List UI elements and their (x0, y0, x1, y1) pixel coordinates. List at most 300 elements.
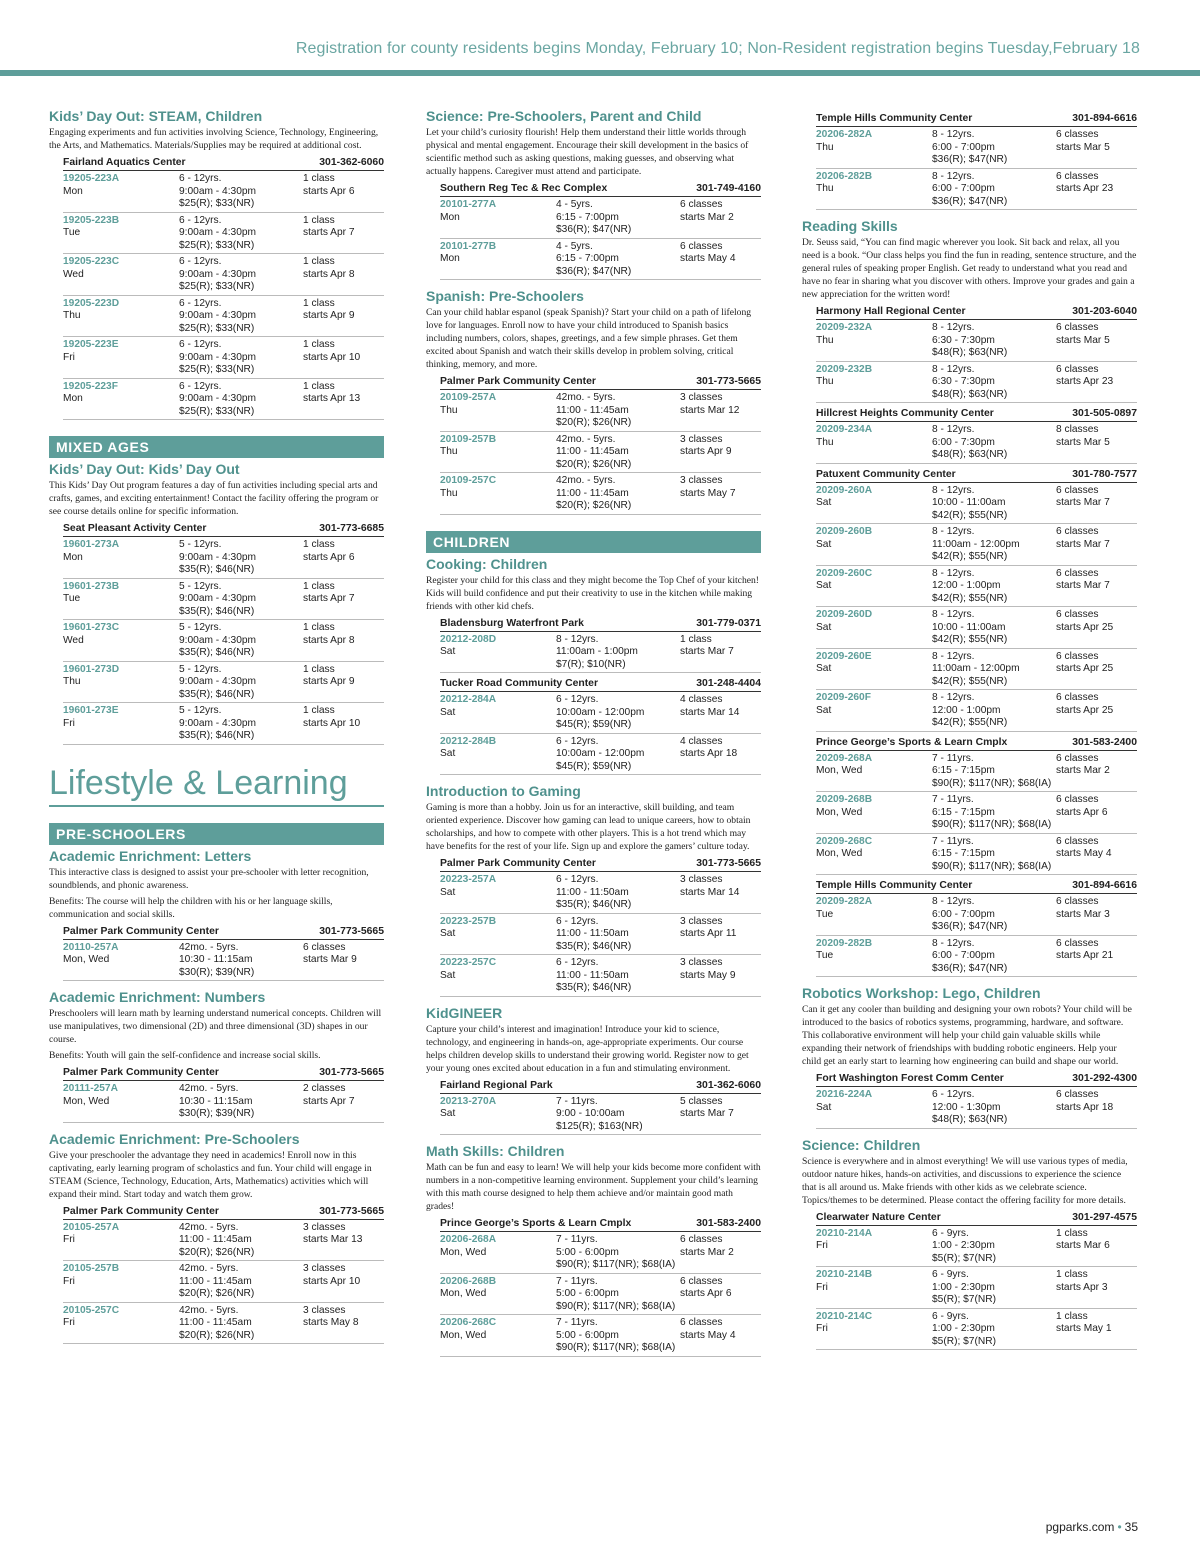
course-row (63, 703, 384, 745)
course-sessions: 4 classes (680, 694, 723, 705)
course-code: 20216-224A (816, 1089, 873, 1100)
course-time: 9:00am - 4:30pm (179, 351, 257, 363)
course-spacer (63, 730, 179, 743)
course-spacer (63, 1247, 179, 1260)
course-sessions: 6 classes (680, 1317, 723, 1328)
course-ages: 42mo. - 5yrs. (179, 1263, 239, 1274)
course-row (63, 1261, 384, 1303)
course-fee: $90(R); $117(NR); $68(IA) (932, 860, 1052, 872)
course-fee: $30(R); $39(NR) (179, 966, 255, 978)
course-ages: 5 - 12yrs. (179, 539, 222, 550)
program-description: Register your child for this class and they might become the Top Chef of your kitchen! Kids will build confidence and put their creativity to use in the kitchen while making friends with other kid chefs. (426, 574, 759, 612)
course-fee: $90(R); $117(NR); $68(IA) (556, 1342, 676, 1353)
course-ages: 8 - 12yrs. (932, 363, 975, 375)
course-sessions: 1 class (303, 705, 335, 716)
course-time: 5:00 - 6:00pm (556, 1329, 619, 1341)
course-sessions: 6 classes (1056, 937, 1099, 949)
course-row (816, 483, 1137, 525)
venue-phone: 301-773-6685 (319, 523, 384, 534)
course-ages: 8 - 12yrs. (932, 937, 975, 949)
program-description: Can your child hablar espanol (speak Spanish)? Start your child on a path of lifelong love for languages. Enroll now to have your child introduced to Spanish basics including numbers, colors, shapes, greetings, and a few simple phrases. Get them excited about Spanish and watch their skills develop in problem solving, critical thinking, memory, and more. (426, 307, 752, 370)
course-fee: $45(R); $59(NR) (556, 719, 632, 730)
course-row (440, 872, 761, 914)
venue-header (440, 855, 761, 872)
course-start: starts Apr 13 (303, 393, 361, 404)
course-fee: $35(R); $46(NR) (556, 940, 632, 952)
venue-name: Temple Hills Community Center (816, 880, 973, 891)
course-spacer (63, 606, 179, 619)
course-fee: $36(R); $47(NR) (932, 154, 1008, 165)
course-day: Fri (63, 1275, 75, 1287)
venue-phone: 301-779-0371 (696, 617, 761, 629)
course-fee: $20(R); $26(NR) (179, 1288, 255, 1299)
course-row (816, 169, 1137, 211)
course-ages: 7 - 11yrs. (556, 1095, 598, 1107)
course-time: 9:00am - 4:30pm (179, 268, 257, 280)
course-sessions: 6 classes (1056, 692, 1099, 703)
course-ages: 6 - 12yrs. (556, 915, 599, 927)
course-start: starts Apr 21 (1056, 950, 1114, 961)
course-fee: $25(R); $33(NR) (179, 281, 255, 292)
course-fee: $42(R); $55(NR) (932, 675, 1008, 687)
course-fee: $5(R); $7(NR) (932, 1252, 996, 1264)
course-ages: 8 - 12yrs. (932, 567, 975, 579)
course-row (63, 1303, 384, 1345)
course-spacer (440, 761, 556, 774)
program-block (426, 556, 761, 776)
course-fee: $30(R); $39(NR) (179, 1108, 255, 1119)
course-day: Thu (816, 141, 834, 153)
course-spacer (816, 861, 932, 874)
venue-header (440, 675, 761, 692)
course-code: 20210-214A (816, 1227, 873, 1239)
venue-header (63, 923, 384, 940)
course-spacer (63, 1330, 179, 1343)
course-start: starts Mar 13 (303, 1234, 363, 1245)
course-row (440, 432, 761, 474)
course-spacer (816, 154, 932, 167)
course-start: starts Mar 5 (1056, 141, 1110, 153)
course-time: 9:00am - 4:30pm (179, 717, 257, 729)
course-fee: $20(R); $26(NR) (179, 1329, 255, 1341)
venue-name: Southern Reg Tec & Rec Complex (440, 183, 608, 194)
course-code: 20223-257A (440, 874, 497, 885)
program-title: Science: Children (802, 1136, 921, 1153)
course-row (816, 422, 1137, 464)
venue-name: Palmer Park Community Center (63, 925, 219, 937)
course-code: 20109-257B (440, 433, 497, 445)
course-row (816, 1309, 1137, 1351)
course-day: Fri (816, 1281, 828, 1293)
course-start: starts Apr 25 (1056, 663, 1114, 674)
course-start: starts Mar 2 (680, 211, 734, 223)
section-title: Lifestyle & Learning (49, 763, 384, 807)
course-time: 11:00am - 12:00pm (932, 663, 1020, 674)
course-code: 20209-260C (816, 567, 873, 579)
course-spacer (63, 364, 179, 377)
course-start: starts Mar 12 (680, 404, 740, 416)
course-spacer (63, 1108, 179, 1121)
footer-separator: • (1117, 1520, 1122, 1534)
course-row (63, 620, 384, 662)
course-sessions: 3 classes (680, 392, 723, 403)
venue-header (63, 154, 384, 171)
program-description: Science is everywhere and in almost everything! We will use various types of media, outdoor nature hikes, hands-on activities, and discussions to experience the science that is all around us. Make friends with other kids as we celebrate science. Topics/themes to be determined. Please contact the offering facility for more details. (802, 1155, 1128, 1206)
course-day: Mon, Wed (816, 806, 863, 818)
course-time: 9:00am - 4:30pm (179, 551, 257, 563)
course-start: starts Apr 9 (303, 310, 355, 321)
course-time: 9:00am - 4:30pm (179, 634, 257, 646)
course-spacer (816, 963, 932, 976)
course-fee: $90(R); $117(NR); $68(IA) (932, 777, 1052, 789)
course-ages: 8 - 12yrs. (932, 322, 975, 333)
course-time: 11:00 - 11:45am (179, 1275, 252, 1287)
course-ages: 7 - 11yrs. (932, 835, 974, 847)
program-block (426, 108, 761, 280)
course-code: 20209-260B (816, 526, 873, 537)
course-start: starts Apr 18 (680, 748, 738, 759)
course-code: 19205-223D (63, 297, 120, 309)
course-fee: $5(R); $7(NR) (932, 1335, 996, 1347)
course-sessions: 3 classes (680, 475, 723, 486)
course-day: Mon, Wed (816, 765, 863, 776)
course-fee: $35(R); $46(NR) (179, 647, 255, 658)
course-day: Mon, Wed (63, 954, 110, 965)
course-sessions: 3 classes (680, 874, 723, 885)
course-time: 12:00 - 1:30pm (932, 1101, 1001, 1113)
program-block (802, 218, 1137, 977)
course-start: starts Mar 14 (680, 886, 740, 898)
course-row (816, 362, 1137, 404)
course-start: starts Mar 6 (1056, 1240, 1110, 1251)
course-time: 1:00 - 2:30pm (932, 1281, 995, 1293)
program-title: Cooking: Children (426, 555, 548, 572)
course-start: starts Apr 6 (1056, 806, 1108, 818)
course-ages: 5 - 12yrs. (179, 705, 222, 716)
venue-header (816, 1070, 1137, 1087)
program-description: This Kids’ Day Out program features a day of fun activities including special arts and crafts, games, and exciting entertainment! Contact the facility offering the program or see course details online for specific information. (49, 480, 379, 517)
program-description: Math can be fun and easy to learn! We will help your kids become more confident with numbers in a non-competitive learning environment. Supplement your child’s learning with this math course designed to help them achieve and/or maintain good math grades! (426, 1162, 761, 1212)
course-spacer (63, 1288, 179, 1301)
course-code: 20209-260E (816, 650, 872, 662)
venue-header (63, 1203, 384, 1220)
course-sessions: 6 classes (680, 1234, 723, 1245)
program-title: Robotics Workshop: Lego, Children (802, 985, 1041, 1001)
course-start: starts Apr 6 (303, 551, 355, 563)
venue-name: Patuxent Community Center (816, 468, 956, 480)
course-ages: 8 - 12yrs. (932, 170, 975, 182)
course-row (816, 566, 1137, 608)
course-fee: $36(R); $47(NR) (932, 921, 1008, 932)
course-ages: 8 - 12yrs. (932, 692, 975, 703)
course-ages: 8 - 12yrs. (932, 650, 975, 662)
course-spacer (440, 899, 556, 912)
page-number: 35 (1124, 1520, 1138, 1534)
program-block (49, 461, 384, 745)
course-start: starts Apr 10 (303, 717, 361, 729)
course-start: starts Apr 23 (1056, 183, 1114, 194)
course-fee: $36(R); $47(NR) (556, 265, 632, 277)
course-ages: 6 - 9yrs. (932, 1310, 969, 1322)
venue-phone: 301-773-5665 (319, 925, 384, 937)
venue-phone: 301-292-4300 (1072, 1073, 1137, 1084)
program-description: Can it get any cooler than building and designing your own robots? Your child will be introduced to the basics of robotics systems, programming, hardware, and software. This collaborative environment will help your child gain valuable skills while expanding their network of friendships with budding robotic engineers. Help your child get an early start to learning how engineering can build and shape our world. (802, 1004, 1132, 1067)
course-start: starts Mar 14 (680, 706, 740, 718)
section-band: MIXED AGES (49, 436, 384, 458)
course-fee: $20(R); $26(NR) (179, 1246, 255, 1258)
program-description: Benefits: Youth will gain the self-confidence and increase social skills. (49, 1050, 321, 1061)
course-time: 6:30 - 7:30pm (932, 334, 995, 346)
program-title: Kids’ Day Out: STEAM, Children (49, 108, 263, 124)
page-header (0, 0, 1200, 78)
course-ages: 5 - 12yrs. (179, 622, 222, 633)
program-title: Reading Skills (802, 218, 898, 234)
course-spacer (816, 510, 932, 523)
program-title: Academic Enrichment: Numbers (49, 989, 266, 1005)
course-sessions: 4 classes (680, 735, 723, 747)
course-row (440, 1232, 761, 1274)
course-sessions: 3 classes (680, 957, 723, 968)
course-fee: $125(R); $163(NR) (556, 1120, 643, 1132)
program-title: Kids’ Day Out: Kids’ Day Out (49, 461, 240, 477)
course-ages: 8 - 12yrs. (932, 609, 975, 620)
program-block (426, 288, 761, 515)
venue-phone: 301-780-7577 (1072, 468, 1137, 480)
course-sessions: 6 classes (1056, 650, 1099, 662)
course-fee: $35(R); $46(NR) (179, 605, 255, 617)
course-time: 11:00am - 12:00pm (932, 538, 1020, 550)
course-sessions: 1 class (303, 173, 335, 184)
course-time: 12:00 - 1:00pm (932, 580, 1001, 591)
course-spacer (816, 593, 932, 606)
course-fee: $25(R); $33(NR) (179, 322, 255, 334)
program-description: Let your child’s curiosity flourish! Help them understand their little worlds through physical and mental engagement. Encourage their skill development in the basics of scientific method such as asking questions, making guesses, and observing what actually happens. Caregiver must attend and participate. (426, 127, 749, 177)
course-code: 20109-257A (440, 392, 497, 403)
venue-phone: 301-773-5665 (696, 858, 761, 869)
venue-name: Fairland Regional Park (440, 1079, 553, 1091)
course-start: starts Mar 2 (1056, 765, 1110, 776)
course-fee: $20(R); $26(NR) (556, 417, 632, 428)
course-code: 19205-223A (63, 173, 120, 184)
course-row (816, 792, 1137, 834)
course-start: starts May 9 (680, 969, 736, 981)
course-fee: $25(R); $33(NR) (179, 405, 255, 417)
course-code: 20209-268C (816, 835, 873, 847)
venue-header (440, 373, 761, 390)
course-time: 5:00 - 6:00pm (556, 1288, 619, 1299)
course-row (63, 171, 384, 213)
course-day: Sat (816, 1101, 832, 1113)
course-row (816, 1267, 1137, 1309)
course-spacer (816, 449, 932, 462)
program-title: Math Skills: Children (426, 1143, 565, 1159)
venue-name: Hillcrest Heights Community Center (816, 408, 994, 419)
course-row (816, 607, 1137, 649)
course-row (63, 296, 384, 338)
course-row (816, 894, 1137, 936)
page-footer (1046, 1520, 1138, 1534)
course-fee: $35(R); $46(NR) (179, 564, 255, 575)
section-band: PRE-SCHOOLERS (49, 823, 384, 845)
venue-header (816, 405, 1137, 422)
venue-name: Palmer Park Community Center (63, 1067, 219, 1078)
venue-header (440, 180, 761, 197)
course-start: starts Mar 7 (1056, 538, 1110, 550)
course-ages: 8 - 12yrs. (556, 633, 599, 645)
course-sessions: 1 class (303, 380, 335, 392)
course-row (816, 834, 1137, 876)
course-code: 20212-284B (440, 735, 497, 747)
course-ages: 6 - 12yrs. (556, 957, 599, 968)
course-spacer (816, 1294, 932, 1307)
course-ages: 7 - 11yrs. (556, 1275, 598, 1287)
course-row (63, 940, 384, 982)
course-ages: 8 - 12yrs. (932, 896, 975, 907)
course-sessions: 1 class (1056, 1310, 1088, 1322)
course-code: 20223-257B (440, 915, 497, 927)
course-row (816, 1087, 1137, 1129)
course-day: Mon (440, 211, 460, 223)
course-row (440, 1094, 761, 1136)
course-fee: $20(R); $26(NR) (556, 458, 632, 470)
course-ages: 6 - 9yrs. (932, 1269, 969, 1280)
program-block (49, 989, 384, 1123)
course-row (816, 320, 1137, 362)
course-start: starts Apr 9 (680, 446, 732, 457)
course-day: Fri (816, 1240, 828, 1251)
venue-name: Prince George’s Sports & Learn Cmplx (440, 1218, 632, 1229)
course-row (816, 127, 1137, 169)
course-spacer (440, 1121, 556, 1134)
program-block (802, 1137, 1137, 1351)
course-day: Wed (63, 634, 84, 646)
course-day: Thu (440, 446, 458, 457)
course-start: starts May 4 (1056, 848, 1112, 859)
course-start: starts Apr 18 (1056, 1101, 1114, 1113)
course-start: starts Apr 10 (303, 351, 361, 363)
course-fee: $35(R); $46(NR) (556, 982, 632, 993)
course-spacer (816, 551, 932, 564)
venue-name: Tucker Road Community Center (440, 678, 598, 689)
course-ages: 6 - 9yrs. (932, 1227, 969, 1239)
course-code: 19205-223C (63, 256, 120, 267)
course-time: 11:00 - 11:50am (556, 928, 629, 939)
course-day: Wed (63, 268, 84, 280)
program-description: Benefits: The course will help the children with his or her language skills, communication and social skills. (49, 895, 333, 920)
venue-header (63, 520, 384, 537)
course-spacer (63, 689, 179, 702)
course-sessions: 1 class (680, 633, 712, 645)
course-day: Thu (816, 376, 834, 387)
program-block (426, 1005, 761, 1136)
course-code: 20209-268A (816, 752, 873, 764)
course-ages: 7 - 11yrs. (932, 752, 974, 764)
course-row (816, 936, 1137, 978)
course-start: starts May 7 (680, 487, 736, 499)
column-2 (426, 108, 761, 1357)
program-description: Preschoolers will learn math by learning understand numerical concepts. Children will use manipulatives, two dimensional (2D) and three dimensional (3D) shapes in our course. (49, 1008, 382, 1045)
course-time: 9:00am - 4:30pm (179, 393, 257, 404)
course-code: 20206-268B (440, 1275, 497, 1287)
course-ages: 4 - 5yrs. (556, 199, 593, 210)
course-day: Sat (440, 886, 456, 898)
venue-header (440, 1215, 761, 1232)
course-day: Fri (816, 1323, 828, 1334)
course-fee: $90(R); $117(NR); $68(IA) (556, 1300, 676, 1312)
course-day: Mon, Wed (63, 1095, 110, 1107)
venue-phone: 301-583-2400 (1072, 736, 1137, 748)
program-title: Introduction to Gaming (426, 783, 581, 799)
course-sessions: 6 classes (1056, 322, 1099, 333)
venue-name: Palmer Park Community Center (63, 1205, 219, 1217)
course-time: 6:00 - 7:00pm (932, 950, 995, 961)
course-sessions: 6 classes (680, 240, 723, 252)
venue-name: Seat Pleasant Activity Center (63, 523, 207, 534)
course-day: Mon, Wed (440, 1288, 487, 1299)
course-spacer (816, 676, 932, 689)
course-time: 12:00 - 1:00pm (932, 704, 1001, 716)
venue-phone: 301-894-6616 (1072, 880, 1137, 891)
venue-phone: 301-773-5665 (319, 1067, 384, 1078)
course-start: starts Apr 6 (303, 185, 355, 197)
course-row (63, 1220, 384, 1262)
course-time: 6:15 - 7:00pm (556, 211, 619, 223)
course-code: 20105-257A (63, 1221, 120, 1233)
course-ages: 42mo. - 5yrs. (179, 1221, 239, 1233)
course-ages: 7 - 11yrs. (556, 1317, 598, 1328)
course-start: starts Apr 25 (1056, 704, 1114, 716)
course-code: 20209-260F (816, 692, 871, 703)
course-code: 20206-268A (440, 1234, 497, 1245)
course-spacer (816, 1336, 932, 1349)
course-time: 6:30 - 7:30pm (932, 376, 995, 387)
program-description: Engaging experiments and fun activities involving Science, Technology, Engineering, the Arts, and Mathematics. Materials/Supplies may be required at additional cost. (49, 127, 379, 151)
course-start: starts May 1 (1056, 1323, 1112, 1334)
course-ages: 8 - 12yrs. (932, 424, 975, 435)
course-code: 19205-223B (63, 214, 120, 226)
course-start: starts Apr 23 (1056, 376, 1114, 387)
course-fee: $25(R); $33(NR) (179, 198, 255, 209)
course-spacer (63, 198, 179, 211)
column-3 (802, 108, 1137, 1350)
program-block (802, 110, 1137, 210)
course-code: 20105-257B (63, 1263, 120, 1274)
course-fee: $20(R); $26(NR) (556, 500, 632, 511)
course-sessions: 6 classes (1056, 170, 1099, 182)
course-row (63, 337, 384, 379)
course-sessions: 6 classes (680, 1275, 723, 1287)
course-sessions: 6 classes (1056, 752, 1099, 764)
course-start: starts Apr 3 (1056, 1281, 1108, 1293)
course-day: Thu (816, 334, 834, 346)
course-code: 20212-208D (440, 633, 497, 645)
course-spacer (63, 323, 179, 336)
course-spacer (816, 347, 932, 360)
course-fee: $25(R); $33(NR) (179, 364, 255, 375)
course-time: 10:30 - 11:15am (179, 1095, 253, 1107)
course-time: 10:30 - 11:15am (179, 954, 253, 965)
course-day: Thu (816, 436, 834, 448)
course-code: 19601-273D (63, 663, 120, 675)
section-band: CHILDREN (426, 531, 761, 553)
course-day: Sat (440, 748, 456, 759)
course-sessions: 6 classes (1056, 129, 1099, 140)
course-sessions: 5 classes (680, 1095, 723, 1107)
course-time: 9:00am - 4:30pm (179, 310, 257, 321)
course-row (816, 649, 1137, 691)
course-row (440, 914, 761, 956)
course-time: 11:00 - 11:45am (179, 1234, 252, 1245)
